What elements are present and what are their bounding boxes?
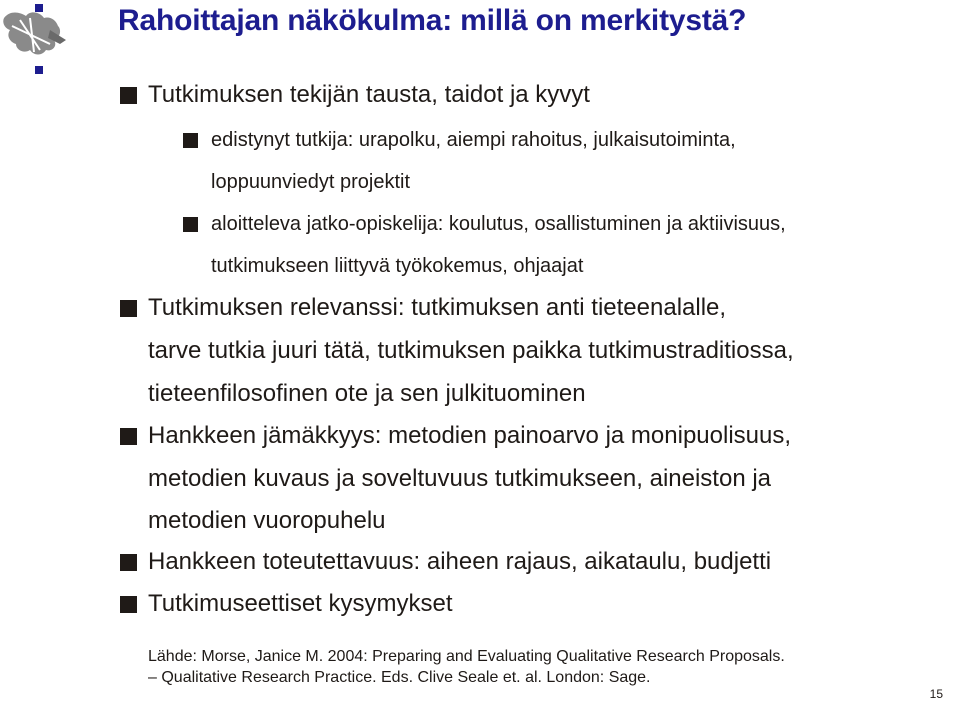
sub-bullet-square-icon (183, 133, 198, 148)
reference-line-2: – Qualitative Research Practice. Eds. Clive Seale et. al. London: Sage. (148, 669, 651, 686)
bullet-square-icon (120, 554, 137, 571)
slide-title: Rahoittajan näkökulma: millä on merkitystä? (118, 4, 747, 37)
bullet-square-icon (120, 596, 137, 613)
bullet-5-line-1: Tutkimuseettiset kysymykset (148, 590, 453, 617)
bullet-3-line-3: metodien vuoropuhelu (148, 507, 386, 534)
bullet-square-icon (120, 300, 137, 317)
bullet-1-line-1: Tutkimuksen tekijän tausta, taidot ja kyvyt (148, 81, 590, 108)
bullet-2-line-3: tieteenfilosofinen ote ja sen julkituominen (148, 380, 586, 407)
reference-line-1: Lähde: Morse, Janice M. 2004: Preparing and Evaluating Qualitative Research Proposals. (148, 648, 785, 665)
sub-bullet-1-line-1: edistynyt tutkija: urapolku, aiempi rahoitus, julkaisutoiminta, (211, 129, 736, 151)
university-of-helsinki-logo-icon (0, 0, 95, 90)
sub-bullet-square-icon (183, 217, 198, 232)
bullet-4-line-1: Hankkeen toteutettavuus: aiheen rajaus, aikataulu, budjetti (148, 548, 772, 575)
page-number: 15 (929, 687, 943, 701)
sub-bullet-1-line-2: loppuunviedyt projektit (211, 171, 411, 193)
bullet-3-line-1: Hankkeen jämäkkyys: metodien painoarvo ja monipuolisuus, (148, 422, 792, 449)
bullet-2-line-2: tarve tutkia juuri tätä, tutkimuksen paikka tutkimustraditiossa, (148, 337, 794, 364)
sub-bullet-2-line-2: tutkimukseen liittyvä työkokemus, ohjaajat (211, 255, 584, 277)
bullet-3-line-2: metodien kuvaus ja soveltuvuus tutkimukseen, aineiston ja (148, 465, 772, 492)
bullet-square-icon (120, 87, 137, 104)
bullet-2-line-1: Tutkimuksen relevanssi: tutkimuksen anti tieteenalalle, (148, 294, 727, 321)
bullet-square-icon (120, 428, 137, 445)
sub-bullet-2-line-1: aloitteleva jatko-opiskelija: koulutus, osallistuminen ja aktiivisuus, (211, 213, 786, 235)
